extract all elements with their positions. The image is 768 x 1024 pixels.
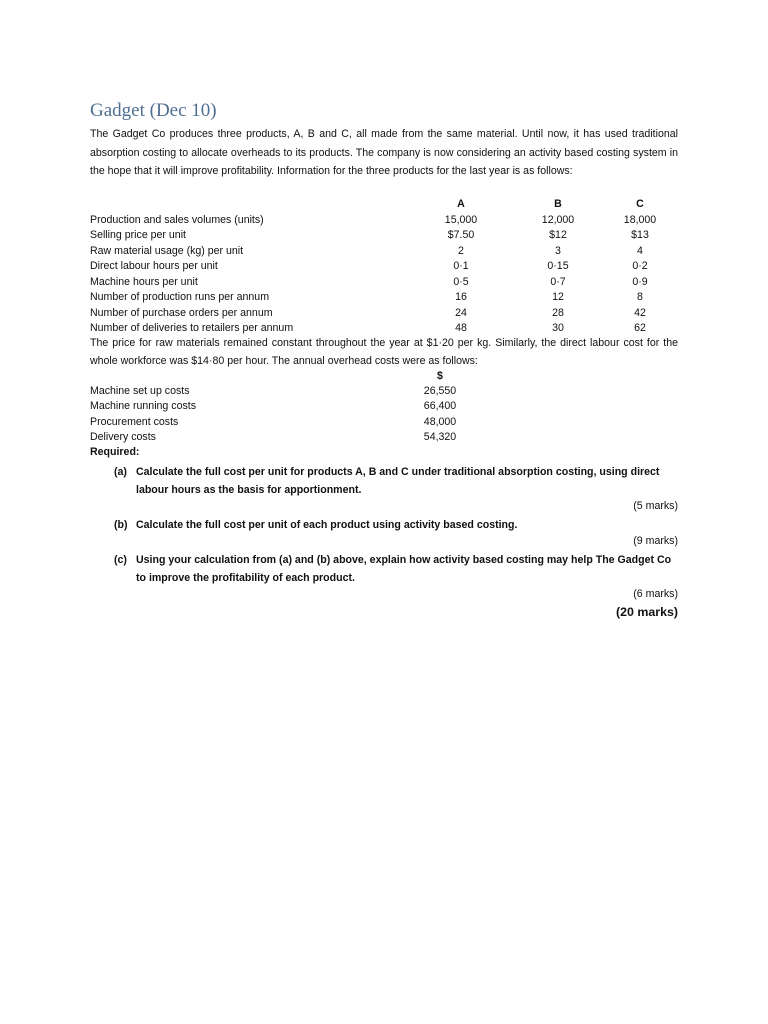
cell-b: 28 [552,306,564,319]
row-label: Number of production runs per annum [90,291,270,303]
table-row [90,244,666,260]
cell-b: 12,000 [541,213,575,226]
question-tag: (b) [114,519,128,531]
row-label: Machine hours per unit [90,275,198,288]
question-text: Using your calculation from (a) and (b) above, explain how activity based costing may help The Gadget Co to improve the profitability of each product. [136,554,672,584]
cell-c: 42 [634,306,646,319]
row-label: Raw material usage (kg) per unit [90,244,244,257]
cell-b: 0·15 [547,260,569,272]
table-row [90,430,472,445]
cell-c: 0·2 [632,260,648,272]
table-row [90,213,666,229]
cell-b: 0·7 [550,275,566,288]
cell-b: 3 [555,244,561,257]
question-marks: (5 marks) [633,500,678,512]
total-marks: (20 marks) [616,605,678,619]
question-marks: (6 marks) [633,588,678,600]
raw-material-paragraph: The price for raw materials remained constant throughout the year at $1·20 per kg. Similarly, the direct labour cost for the whole workforce was $14·80 per hour. The annual overhead costs were as follows: [90,337,678,367]
table-row [90,290,666,306]
question-a [114,463,678,499]
overheads-header-row [90,369,472,384]
header-blank [90,369,408,384]
row-label: Production and sales volumes (units) [90,213,264,226]
cost-label: Machine running costs [90,400,196,413]
table-row [90,228,666,244]
overheads-table [90,369,472,445]
cell-b: 12 [552,291,564,303]
question-c [114,551,678,587]
cost-value: 26,550 [423,385,457,398]
cost-value: 54,320 [423,430,457,443]
products-table [90,197,666,337]
cell-a: 15,000 [444,213,478,226]
table-row [90,306,666,322]
cell-c: 18,000 [623,213,657,226]
row-label: Number of purchase orders per annum [90,306,273,319]
cost-label: Delivery costs [90,430,156,443]
intro-paragraph: The Gadget Co produces three products, A, B and C, all made from the same material. Until now, it has used traditional absorption costing to allocate overheads to its products. The company is now considering an activity based costing system in the hope that it will improve profitability. Information for the three products for the last year is as follows: [90,128,678,177]
header-blank [90,197,420,213]
table-row [90,415,472,430]
question-marks: (9 marks) [633,535,678,547]
cell-c: 8 [637,291,643,303]
question-text: Calculate the full cost per unit for products A, B and C under traditional absorption costing, using direct labour hours as the basis for apportionment. [136,466,660,496]
table-row [90,399,472,414]
cell-a: $7.50 [447,229,475,241]
cell-a: 24 [455,306,467,319]
question-b [114,516,678,534]
page-title: Gadget (Dec 10) [90,100,217,121]
cell-c: $13 [631,229,649,241]
table-header-row [90,197,666,213]
cell-c: 0·9 [632,275,648,288]
header-product-c: C [636,198,644,210]
cost-value: 66,400 [423,400,457,413]
row-label: Direct labour hours per unit [90,260,218,272]
header-product-a: A [457,198,465,210]
row-label: Selling price per unit [90,229,186,241]
question-text: Calculate the full cost per unit of each product using activity based costing. [136,519,518,531]
table-row [90,259,666,275]
cell-a: 0·5 [453,275,469,288]
cell-a: 0·1 [453,260,469,272]
cost-label: Machine set up costs [90,385,190,398]
question-tag: (a) [114,466,127,478]
cell-a: 16 [455,291,467,303]
cell-a: 2 [458,244,464,257]
cell-c: 4 [637,244,643,257]
table-row [90,384,472,399]
header-product-b: B [554,198,562,210]
cell-b: $12 [549,229,567,241]
cost-label: Procurement costs [90,415,179,428]
cell-a: 48 [455,322,467,334]
required-heading: Required: [90,446,140,458]
cell-b: 30 [552,322,564,334]
row-label: Number of deliveries to retailers per annum [90,322,294,334]
header-dollar: $ [437,370,443,382]
cell-c: 62 [634,322,646,334]
question-tag: (c) [114,554,127,566]
table-row [90,275,666,291]
cost-value: 48,000 [423,415,457,428]
